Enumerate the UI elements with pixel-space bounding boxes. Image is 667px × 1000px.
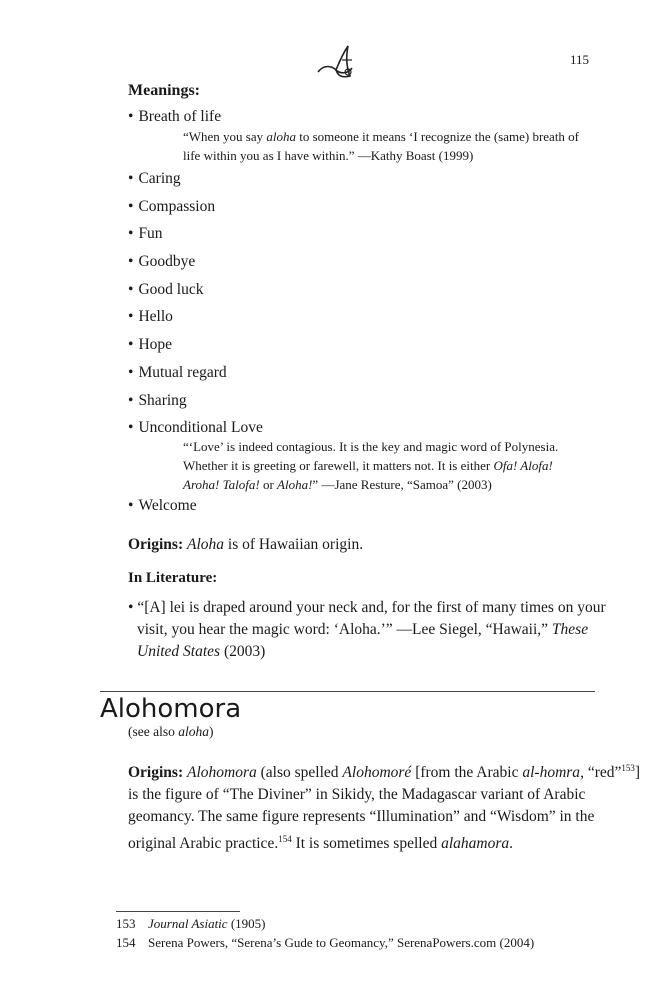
list-item: • Caring <box>128 170 181 187</box>
list-item: • Mutual regard <box>128 364 227 381</box>
list-item: • Breath of life <box>128 108 222 125</box>
list-item: • Hello <box>128 308 173 325</box>
origins-aloha: Origins: Aloha is of Hawaiian origin. <box>128 536 364 553</box>
see-also: (see also aloha) <box>128 724 214 739</box>
list-item: • Fun <box>128 225 163 242</box>
entry-divider <box>100 691 595 692</box>
footnote: 154 Serena Powers, “Serena’s Gude to Geomancy,” SerenaPowers.com (2004) <box>116 935 535 950</box>
quote-resture: “‘Love’ is indeed contagious. It is the key and magic word of Polynesia. Whether it is greeting or farewell, it matters not. It is either Ofa! Alofa! Aroha! Talofa! or Aloha!” —Jane Resture, “Samoa” (2003) <box>183 439 559 492</box>
list-item: • Goodbye <box>128 253 196 270</box>
origins-alohomora: Origins: Alohomora (also spelled Alohomoré [from the Arabic al-homra, “red”$^{153}$] is the figure of “The Diviner” in Sikidy, the Madagascar variant of Arabic geomancy. The same figure represents “Illumination” and “Wisdom” in the original Arabic practice.$^{154}$ It is sometimes spelled alahamora. <box>128 763 641 853</box>
entry-title: Alohomora <box>100 694 242 724</box>
literature-heading: In Literature: <box>128 570 218 586</box>
list-item: • Welcome <box>128 497 197 514</box>
footnote: 153 Journal Asiatic (1905) <box>116 916 266 931</box>
list-item: • Sharing <box>128 392 187 409</box>
literature-quote: • “[A] lei is draped around your neck and, for the first of many times on your visit, you hear the magic word: ‘Aloha.’” —Lee Siegel, “Hawaii,” These United States (2003) <box>128 599 606 660</box>
page-number: 115 <box>570 52 590 67</box>
list-item: • Hope <box>128 336 173 353</box>
list-item: • Compassion <box>128 198 216 215</box>
footnote-divider <box>116 911 240 912</box>
script-letter-a-icon <box>312 42 358 82</box>
list-item: • Good luck <box>128 281 204 298</box>
list-item: • Unconditional Love <box>128 419 263 436</box>
meanings-heading: Meanings: <box>128 82 200 99</box>
quote-boast: “When you say aloha to someone it means ‘I recognize the (same) breath of life within you as I have within.” —Kathy Boast (1999) <box>183 129 580 163</box>
